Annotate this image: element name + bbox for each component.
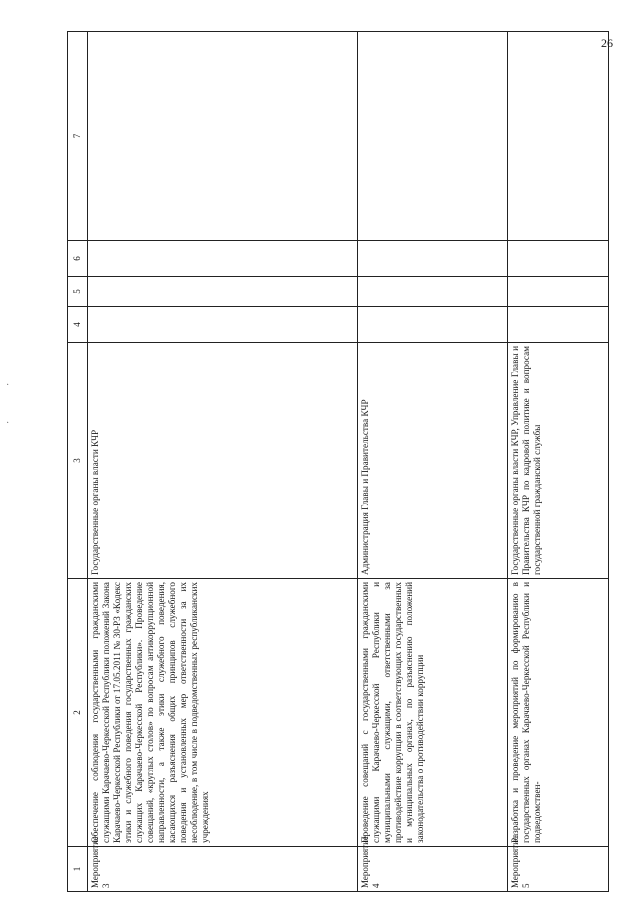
cell-column-7 — [508, 32, 609, 241]
column-header-1: 1 — [68, 847, 88, 892]
measure-id: Мероприятие 4 — [358, 847, 508, 892]
measure-executor: Государственные органы власти КЧР — [88, 343, 358, 579]
column-header-5: 5 — [68, 277, 88, 307]
cell-column-5 — [358, 277, 508, 307]
column-header-4: 4 — [68, 307, 88, 343]
cell-column-6 — [508, 241, 609, 277]
column-header-3: 3 — [68, 343, 88, 579]
table-row — [88, 32, 358, 892]
scan-artifact: · — [6, 418, 10, 429]
table-header-row — [68, 32, 88, 892]
page-number: 26 — [601, 36, 613, 50]
measure-description: Обеспечение соблюдения государственными гражданскими служащими Карачаево-Черкесской Республики положений Закона Карачаево-Черкесской Республики от 17.05.2011 № 30-РЗ «Кодекс этики и служебного поведения государственных гражданских служащих Карачаево-Черкесской Республики». Проведение совещаний, «круглых столов» по вопросам антикоррупционной направленности, а также этики служебного поведения, касающихся разъяснения общих принципов служебного поведения и установленных мер ответственности за их несоблюдение, в том числе в подведомственных республиканских учреждениях — [88, 579, 358, 847]
cell-column-6 — [88, 241, 358, 277]
column-header-2: 2 — [68, 579, 88, 847]
measure-executor: Государственные органы власти КЧР, Управление Главы и Правительства КЧР по кадровой политике и вопросам государственной гражданской службы — [508, 343, 609, 579]
cell-column-4 — [88, 307, 358, 343]
column-header-6: 6 — [68, 241, 88, 277]
cell-column-5 — [508, 277, 609, 307]
measure-description: Разработка и проведение мероприятий по формированию в государственных органах Карачаево-Черкесской Республики и подведомствен- — [508, 579, 609, 847]
cell-column-7 — [88, 32, 358, 241]
cell-column-5 — [88, 277, 358, 307]
cell-column-4 — [358, 307, 508, 343]
measure-description: Проведение совещаний с государственными гражданскими служащими Карачаево-Черкесской Республики и муниципальными служащими, ответственными за противодействие коррупции в соответствующих государственных и муниципальных органах, по разъяснению положений законодательства о противодействии коррупции — [358, 579, 508, 847]
rotated-table-wrapper — [67, 32, 603, 892]
cell-column-4 — [508, 307, 609, 343]
table-row — [508, 32, 609, 892]
column-header-7: 7 — [68, 32, 88, 241]
measures-table — [67, 31, 609, 892]
measure-executor: Администрация Главы и Правительства КЧР — [358, 343, 508, 579]
measure-id: Мероприятие 5 — [508, 847, 609, 892]
scan-artifact: · — [6, 380, 10, 391]
table-row — [358, 32, 508, 892]
cell-column-6 — [358, 241, 508, 277]
measure-id: Мероприятие 3 — [88, 847, 358, 892]
cell-column-7 — [358, 32, 508, 241]
